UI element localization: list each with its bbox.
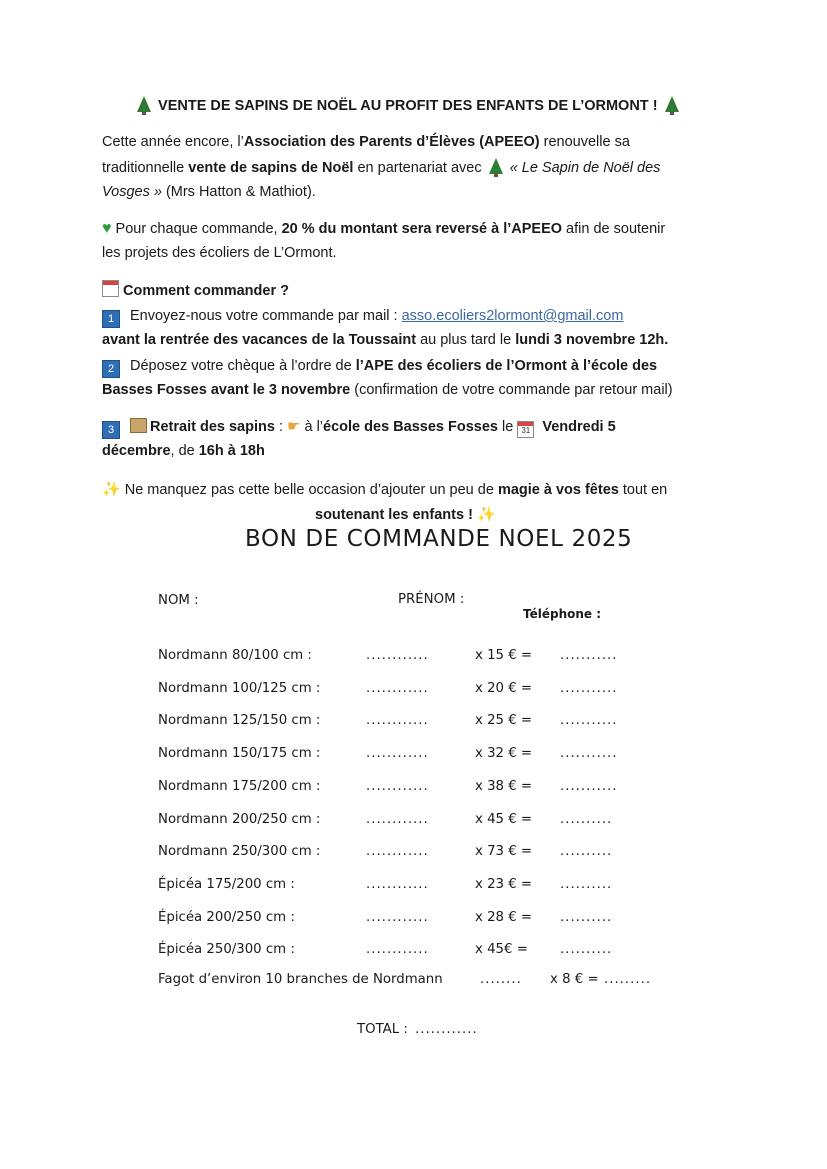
order-form-title: BON DE COMMANDE NOEL 2025 — [245, 526, 633, 552]
row-quantity-field[interactable]: ............ — [366, 681, 429, 696]
row-label: Nordmann 175/200 cm : — [158, 779, 321, 794]
donation-line-1 — [102, 217, 665, 241]
row-total-field[interactable]: .......... — [560, 877, 613, 892]
row-total-field[interactable]: ........... — [560, 681, 618, 696]
christmas-tree-icon — [665, 96, 679, 112]
row-quantity-field[interactable]: ............ — [366, 910, 429, 925]
row-price: x 15 € = — [475, 648, 533, 663]
intro-text: traditionnelle — [102, 160, 189, 176]
step-3-text: : — [274, 419, 288, 435]
row-total-field[interactable]: ........... — [560, 779, 618, 794]
fagot-price: x 8 € = — [550, 972, 599, 987]
row-quantity-field[interactable]: ............ — [366, 812, 429, 827]
step-3 — [102, 415, 616, 439]
fagot-total-field[interactable]: ......... — [604, 972, 652, 987]
howto-title — [102, 279, 289, 303]
donation-text: afin de soutenir — [562, 221, 666, 237]
prenom-label: PRÉNOM : — [398, 592, 465, 607]
closing-line-1 — [102, 478, 667, 502]
closing-text: tout en — [618, 482, 668, 498]
scroll-icon — [130, 418, 147, 433]
number-3-icon: 3 — [102, 421, 120, 439]
row-price: x 38 € = — [475, 779, 533, 794]
row-total-field[interactable]: .......... — [560, 812, 613, 827]
row-total-field[interactable]: ........... — [560, 713, 618, 728]
intro-text: renouvelle sa — [539, 134, 630, 150]
apeeo-name: Association des Parents d’Élèves (APEEO) — [243, 134, 540, 150]
step-3-text: à l’ — [300, 419, 324, 435]
donation-line-2 — [102, 241, 337, 265]
page-title — [134, 94, 682, 118]
pickup-time: 16h à 18h — [198, 443, 265, 459]
row-quantity-field[interactable]: ............ — [366, 746, 429, 761]
row-price: x 25 € = — [475, 713, 533, 728]
row-quantity-field[interactable]: ............ — [366, 942, 429, 957]
row-total-field[interactable]: ........... — [560, 746, 618, 761]
closing-highlight: soutenant les enfants — [315, 507, 465, 523]
page-title-text: VENTE DE SAPINS DE NOËL AU PROFIT DES ENFANTS DE L’ORMONT ! — [158, 98, 658, 114]
intro-text: en partenariat avec — [353, 160, 486, 176]
row-quantity-field[interactable]: ............ — [366, 877, 429, 892]
fagot-label: Fagot d’environ 10 branches de Nordmann — [158, 972, 443, 987]
email-link[interactable]: asso.ecoliers2lormont@gmail.com — [401, 308, 624, 324]
pickup-date: Vendredi 5 — [538, 419, 616, 435]
intro-text: (Mrs Hatton & Mathiot). — [161, 184, 316, 200]
payee-name: l’APE des écoliers de l’Ormont à l’école des — [355, 358, 658, 374]
green-heart-icon: ♥ — [102, 220, 112, 237]
sparkles-icon: ✨ — [102, 481, 121, 498]
step-1-text: Envoyez-nous votre commande par mail : — [130, 308, 402, 324]
row-price: x 32 € = — [475, 746, 533, 761]
telephone-label: Téléphone : — [523, 607, 602, 621]
row-label: Nordmann 250/300 cm : — [158, 844, 321, 859]
step-1-deadline — [102, 328, 668, 352]
sparkles-icon: ✨ — [476, 506, 496, 523]
row-price: x 20 € = — [475, 681, 533, 696]
partner-name: Vosges » — [102, 184, 162, 200]
row-label: Nordmann 150/175 cm : — [158, 746, 321, 761]
row-quantity-field[interactable]: ............ — [366, 648, 429, 663]
calendar-icon — [102, 280, 119, 297]
step-2-line-2 — [102, 378, 673, 402]
number-2-icon: 2 — [102, 360, 120, 378]
step-3-text: , de — [170, 443, 199, 459]
row-quantity-field[interactable]: ............ — [366, 844, 429, 859]
total-label: TOTAL : — [357, 1022, 408, 1037]
row-label: Épicéa 175/200 cm : — [158, 877, 295, 892]
pickup-location: école des Basses Fosses — [323, 419, 498, 435]
deadline-highlight: avant la rentrée des vacances de la Toussaint — [102, 332, 417, 348]
nom-label: NOM : — [158, 593, 199, 608]
intro-line-1 — [102, 130, 630, 154]
row-price: x 45€ = — [475, 942, 528, 957]
row-price: x 28 € = — [475, 910, 533, 925]
step-3-text: le — [497, 419, 518, 435]
row-label: Nordmann 100/125 cm : — [158, 681, 321, 696]
row-label: Épicéa 250/300 cm : — [158, 942, 295, 957]
row-price: x 23 € = — [475, 877, 533, 892]
christmas-tree-icon — [137, 96, 151, 112]
intro-text: Cette année encore, l’ — [102, 134, 244, 150]
row-price: x 45 € = — [475, 812, 533, 827]
row-total-field[interactable]: ........... — [560, 648, 618, 663]
total-field[interactable]: ............ — [415, 1022, 478, 1037]
pickup-title: Retrait des sapins — [150, 419, 275, 435]
row-price: x 73 € = — [475, 844, 533, 859]
donation-text: Pour chaque commande, — [111, 221, 282, 237]
fagot-quantity-field[interactable]: ........ — [480, 972, 522, 987]
closing-line-2: soutenant les enfants ! ✨ — [315, 506, 496, 523]
closing-highlight: magie à vos fêtes — [497, 482, 619, 498]
row-label: Nordmann 80/100 cm : — [158, 648, 312, 663]
row-total-field[interactable]: .......... — [560, 844, 613, 859]
sale-name: vente de sapins de Noël — [188, 160, 354, 176]
donation-text: les projets des écoliers de L’Ormont. — [102, 245, 337, 261]
pickup-date: décembre — [102, 443, 171, 459]
row-label: Nordmann 125/150 cm : — [158, 713, 321, 728]
step-3-line-2 — [102, 439, 265, 463]
step-1 — [102, 304, 623, 328]
pointing-hand-icon: ☛ — [287, 418, 301, 435]
step-2-text: Déposez votre chèque à l’ordre de — [130, 358, 356, 374]
intro-line-3 — [102, 180, 316, 204]
row-label: Épicéa 200/250 cm : — [158, 910, 295, 925]
calendar-icon: 31 — [517, 421, 534, 438]
row-quantity-field[interactable]: ............ — [366, 713, 429, 728]
deadline-date: lundi 3 novembre 12h. — [515, 332, 669, 348]
partner-name: « Le Sapin de Noël des — [509, 160, 661, 176]
christmas-tree-icon — [489, 158, 503, 174]
row-label: Nordmann 200/250 cm : — [158, 812, 321, 827]
number-1-icon: 1 — [102, 310, 120, 328]
howto-title-text: Comment commander ? — [123, 283, 289, 299]
step-2 — [102, 354, 657, 378]
row-quantity-field[interactable]: ............ — [366, 779, 429, 794]
cheque-deadline: Basses Fosses avant le 3 novembre — [102, 382, 351, 398]
intro-line-2 — [102, 156, 660, 180]
closing-text: Ne manquez pas cette belle occasion d’ajouter un peu de — [120, 482, 498, 498]
row-total-field[interactable]: .......... — [560, 910, 613, 925]
step-1-text: au plus tard le — [416, 332, 516, 348]
step-2-text: (confirmation de votre commande par retour mail) — [350, 382, 673, 398]
donation-highlight: 20 % du montant sera reversé à l’APEEO — [281, 221, 563, 237]
row-total-field[interactable]: .......... — [560, 942, 613, 957]
